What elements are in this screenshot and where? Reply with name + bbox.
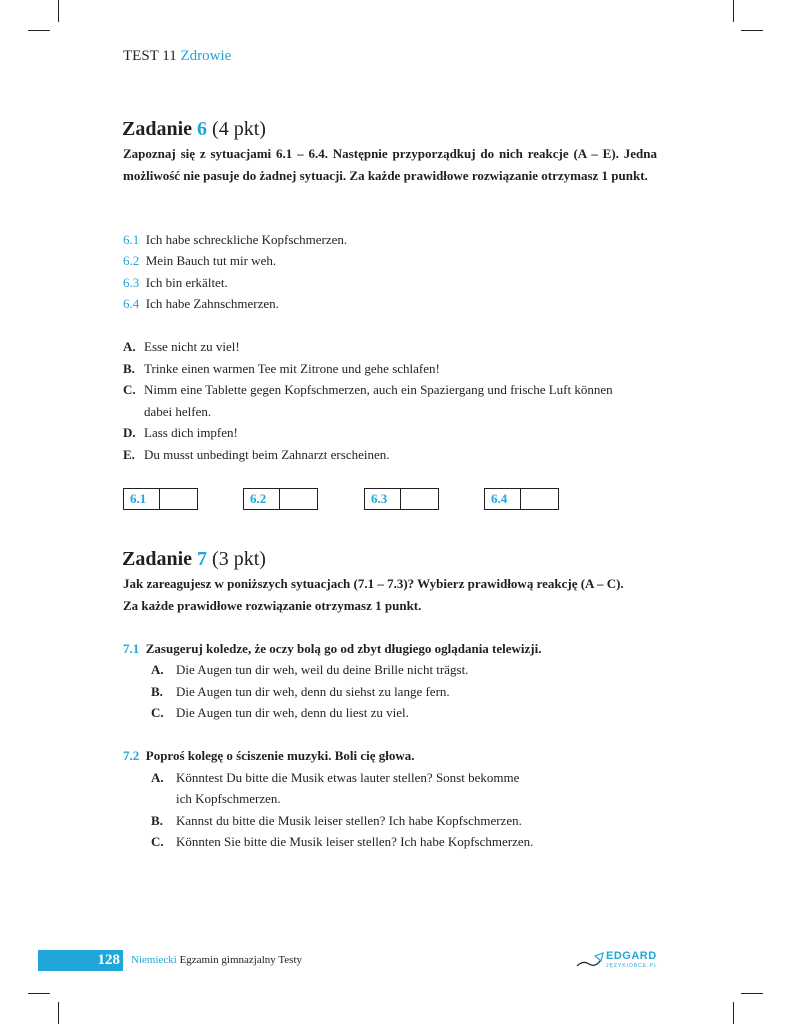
reaction-item-continuation: dabei helfen. xyxy=(144,404,212,419)
answer-field[interactable] xyxy=(280,489,317,509)
answer-field[interactable] xyxy=(401,489,438,509)
question-7-2: 7.2 Poproś kolegę o ściszenie muzyki. Boli cię głowa. xyxy=(123,748,415,763)
answer-box-6-4[interactable]: 6.4 xyxy=(484,488,559,510)
reaction-item: D. Lass dich impfen! xyxy=(123,425,238,440)
crop-mark xyxy=(58,1002,59,1024)
answer-field[interactable] xyxy=(521,489,558,509)
brand-name: EDGARD xyxy=(606,950,657,962)
test-label: TEST 11 xyxy=(123,48,177,64)
crop-mark xyxy=(58,0,59,22)
task7-instruction: Za każde prawidłowe rozwiązanie otrzymasz 1 punkt. xyxy=(123,598,422,613)
answer-option: B. Kannst du bitte die Musik leiser stellen? Ich habe Kopfschmerzen. xyxy=(151,813,522,828)
answer-option: A. Könntest Du bitte die Musik etwas lauter stellen? Sonst bekomme xyxy=(151,770,520,785)
situation-item: 6.3 Ich bin erkältet. xyxy=(123,275,228,290)
answer-box-6-1[interactable]: 6.1 xyxy=(123,488,198,510)
answer-option-continuation: ich Kopfschmerzen. xyxy=(176,791,281,806)
task7-title: Zadanie 7 (3 pkt) xyxy=(122,548,266,570)
crop-mark xyxy=(741,30,763,31)
page-number: 128 xyxy=(97,952,120,968)
answer-option: A. Die Augen tun dir weh, weil du deine Brille nicht trägst. xyxy=(151,662,469,677)
page-header xyxy=(123,48,231,65)
footer-title: Niemiecki Egzamin gimnazjalny Testy xyxy=(131,954,303,966)
topic-label: Zdrowie xyxy=(180,48,232,64)
crop-mark xyxy=(733,0,734,22)
situation-item: 6.4 Ich habe Zahnschmerzen. xyxy=(123,296,279,311)
reaction-item: B. Trinke einen warmen Tee mit Zitrone und gehe schlafen! xyxy=(123,361,440,376)
answer-option: B. Die Augen tun dir weh, denn du siehst zu lange fern. xyxy=(151,684,450,699)
task6-title: Zadanie 6 (4 pkt) xyxy=(122,118,266,140)
answer-field[interactable] xyxy=(160,489,197,509)
crop-mark xyxy=(733,1002,734,1024)
answer-box-6-3[interactable]: 6.3 xyxy=(364,488,439,510)
reaction-item: C. Nimm eine Tablette gegen Kopfschmerzen, auch ein Spaziergang und frische Luft können xyxy=(123,382,613,397)
situation-item: 6.2 Mein Bauch tut mir weh. xyxy=(123,253,277,268)
answer-box-6-2[interactable]: 6.2 xyxy=(243,488,318,510)
crop-mark xyxy=(28,993,50,994)
crop-mark xyxy=(28,30,50,31)
task6-instruction: Zapoznaj się z sytuacjami 6.1 – 6.4. Następnie przyporządkuj do nich reakcje (A – E). Jedna możliwość nie pasuje do żadnej sytuacji. Za każde prawidłowe rozwiązanie otrzymasz 1 punkt. xyxy=(123,146,657,183)
crop-mark xyxy=(741,993,763,994)
answer-option: C. Die Augen tun dir weh, denn du liest zu viel. xyxy=(151,705,409,720)
reaction-item: A. Esse nicht zu viel! xyxy=(123,339,240,354)
answer-option: C. Könnten Sie bitte die Musik leiser stellen? Ich habe Kopfschmerzen. xyxy=(151,834,534,849)
task7-instruction: Jak zareagujesz w poniższych sytuacjach (7.1 – 7.3)? Wybierz prawidłową reakcję (A – C). xyxy=(123,576,624,591)
question-7-1: 7.1 Zasugeruj koledze, że oczy bolą go od zbyt długiego oglądania telewizji. xyxy=(123,641,542,656)
reaction-item: E. Du musst unbedingt beim Zahnarzt erscheinen. xyxy=(123,447,390,462)
situation-item: 6.1 Ich habe schreckliche Kopfschmerzen. xyxy=(123,232,348,247)
brand-subtitle: JĘZYKIOBCE.PL xyxy=(606,963,658,969)
